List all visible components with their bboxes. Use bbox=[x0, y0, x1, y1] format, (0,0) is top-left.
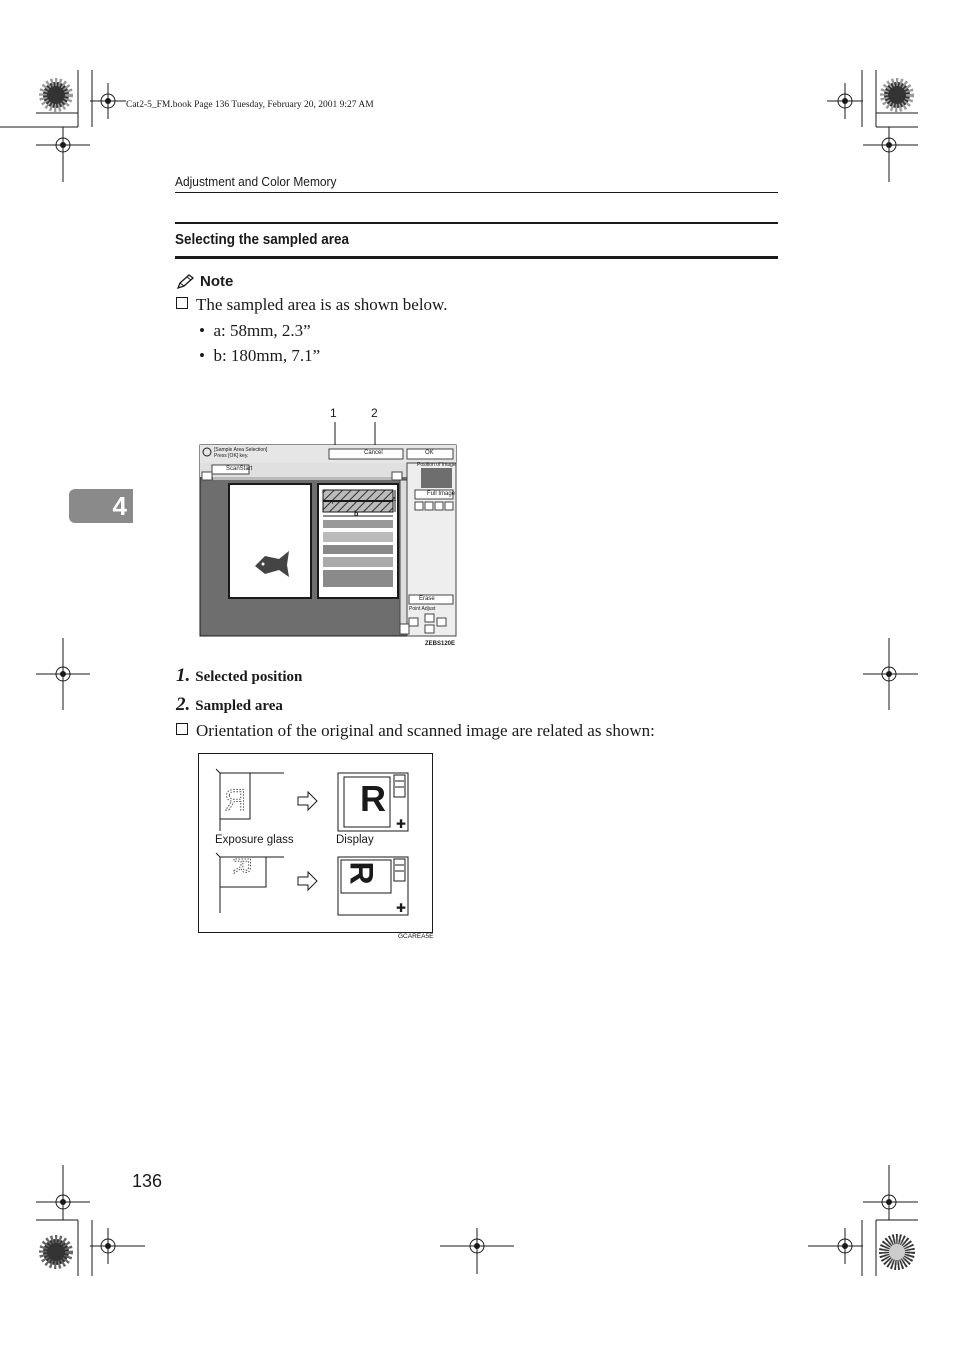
callout-2: 2 bbox=[371, 406, 378, 420]
step-1 bbox=[176, 665, 302, 687]
step-2-label: Sampled area bbox=[195, 698, 283, 714]
figure1-code: ZEBS120E bbox=[425, 641, 456, 647]
orientation-figure bbox=[198, 753, 434, 943]
svg-text:R: R bbox=[224, 784, 246, 817]
checkbox-bullet-icon bbox=[176, 297, 188, 309]
screen-title-line2: Press [OK] key. bbox=[214, 453, 249, 459]
note-item-2-text: Orientation of the original and scanned image are related as shown: bbox=[196, 721, 655, 740]
point-adjust-label: Point Adjust bbox=[409, 606, 436, 612]
page-number: 136 bbox=[132, 1171, 163, 1191]
position-of-image-label: Position of Image bbox=[417, 462, 456, 468]
svg-text:+: + bbox=[330, 497, 336, 507]
svg-text:✚: ✚ bbox=[396, 817, 407, 831]
sample-area-figure bbox=[199, 404, 461, 652]
chapter-tab: 4 bbox=[69, 489, 133, 523]
svg-text:R: R bbox=[228, 857, 255, 875]
section-top-rule bbox=[175, 222, 778, 224]
note-label: Note bbox=[200, 273, 234, 290]
display-glyph-r-rotated: R bbox=[343, 861, 380, 885]
ok-button: OK bbox=[425, 450, 434, 456]
note-heading bbox=[176, 273, 233, 290]
note-item-1-text: The sampled area is as shown below. bbox=[196, 295, 448, 314]
running-head: Adjustment and Color Memory bbox=[175, 174, 337, 189]
cancel-button: Cancel bbox=[364, 450, 383, 456]
step-1-number: 1. bbox=[176, 665, 191, 686]
dimension-b: b bbox=[354, 511, 359, 518]
dimension-a: a bbox=[392, 496, 396, 503]
running-head-rule bbox=[175, 192, 778, 193]
erase-button: Erase bbox=[419, 596, 435, 602]
exposure-glass-label: Exposure glass bbox=[215, 834, 294, 846]
note-item-1 bbox=[176, 295, 447, 315]
display-label: Display bbox=[336, 834, 374, 846]
bullet-b: • b: 180mm, 7.1” bbox=[199, 346, 321, 365]
step-2-number: 2. bbox=[176, 694, 191, 715]
display-glyph-r: R bbox=[360, 778, 386, 819]
note-item-2 bbox=[176, 721, 655, 741]
section-bottom-rule bbox=[175, 256, 778, 259]
bullet-a: • a: 58mm, 2.3” bbox=[199, 321, 311, 340]
svg-text:✚: ✚ bbox=[396, 901, 407, 915]
callout-1: 1 bbox=[330, 406, 337, 420]
figure2-code: GCAREA5E bbox=[398, 933, 434, 940]
scanstart-button: ScanStart bbox=[226, 466, 253, 472]
orientation-illustration bbox=[198, 753, 434, 943]
print-info: Cat2-5_FM.book Page 136 Tuesday, February 20, 2001 9:27 AM bbox=[126, 100, 374, 110]
section-title: Selecting the sampled area bbox=[175, 231, 350, 248]
bullet-b-text: b: 180mm, 7.1” bbox=[213, 346, 321, 365]
bullet-a-text: a: 58mm, 2.3” bbox=[213, 321, 311, 340]
full-image-button: Full Image bbox=[427, 491, 456, 497]
checkbox-bullet-icon bbox=[176, 723, 188, 735]
pencil-icon bbox=[176, 274, 196, 290]
screen-title-line1: [Sample Area Selection] bbox=[214, 447, 268, 453]
step-1-label: Selected position bbox=[195, 669, 303, 685]
screen-illustration bbox=[199, 404, 461, 652]
step-2 bbox=[176, 694, 283, 716]
